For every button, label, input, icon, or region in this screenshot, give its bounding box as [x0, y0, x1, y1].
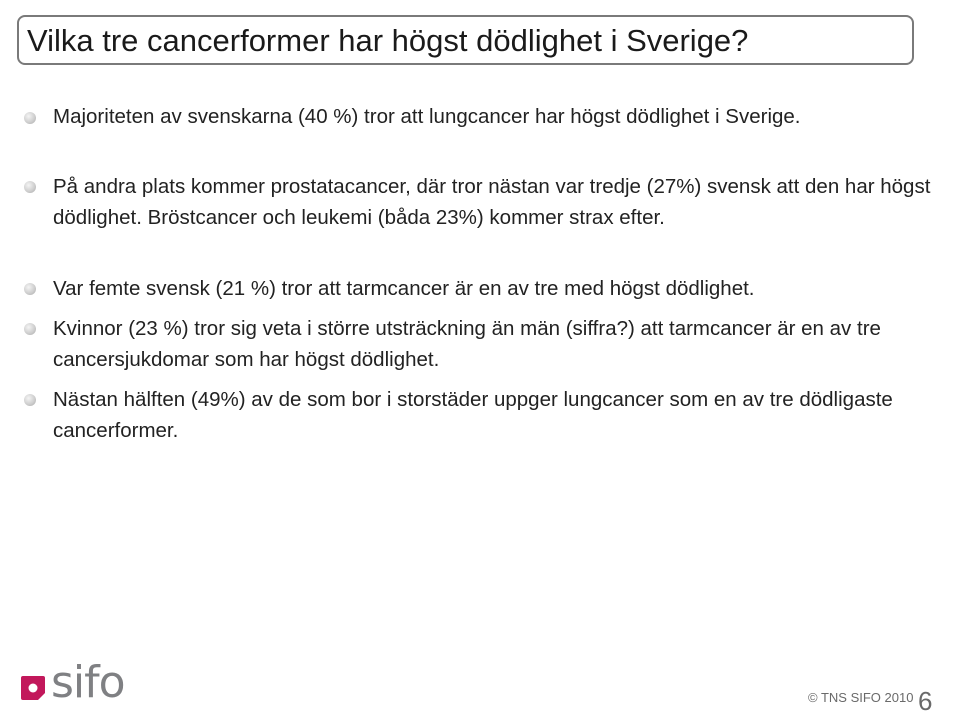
bullet-item: Kvinnor (23 %) tror sig veta i större utsträckning än män (siffra?) att tarmcancer är en av tre cancersjukdomar som har högst dödlighet. — [53, 317, 881, 371]
slide-title: Vilka tre cancerformer har högst dödlighet i Sverige? — [27, 23, 749, 58]
bullet-item: Nästan hälften (49%) av de som bor i storstäder uppger lungcancer som en av tre dödligaste cancerformer. — [53, 388, 893, 442]
page-number: 6 — [918, 686, 933, 716]
sifo-logo — [19, 657, 144, 708]
sifo-logo-mark-icon — [19, 673, 47, 701]
bullet-item: På andra plats kommer prostatacancer, där tror nästan var tredje (27%) svensk att den har högst dödlighet. Bröstcancer och leukemi (båda 23%) kommer strax efter. — [53, 175, 931, 229]
sifo-logo-text: sifo — [51, 657, 125, 708]
bullet-dot-icon — [24, 394, 36, 406]
bullet-dot-icon — [24, 181, 36, 193]
bullet-dot-icon — [24, 283, 36, 295]
bullet-item: Var femte svensk (21 %) tror att tarmcancer är en av tre med högst dödlighet. — [53, 277, 755, 300]
copyright-text: © TNS SIFO 2010 — [808, 690, 914, 705]
bullet-dot-icon — [24, 323, 36, 335]
bullet-dot-icon — [24, 112, 36, 124]
bullet-item: Majoriteten av svenskarna (40 %) tror att lungcancer har högst dödlighet i Sverige. — [53, 105, 801, 128]
slide-title-box — [17, 15, 914, 65]
